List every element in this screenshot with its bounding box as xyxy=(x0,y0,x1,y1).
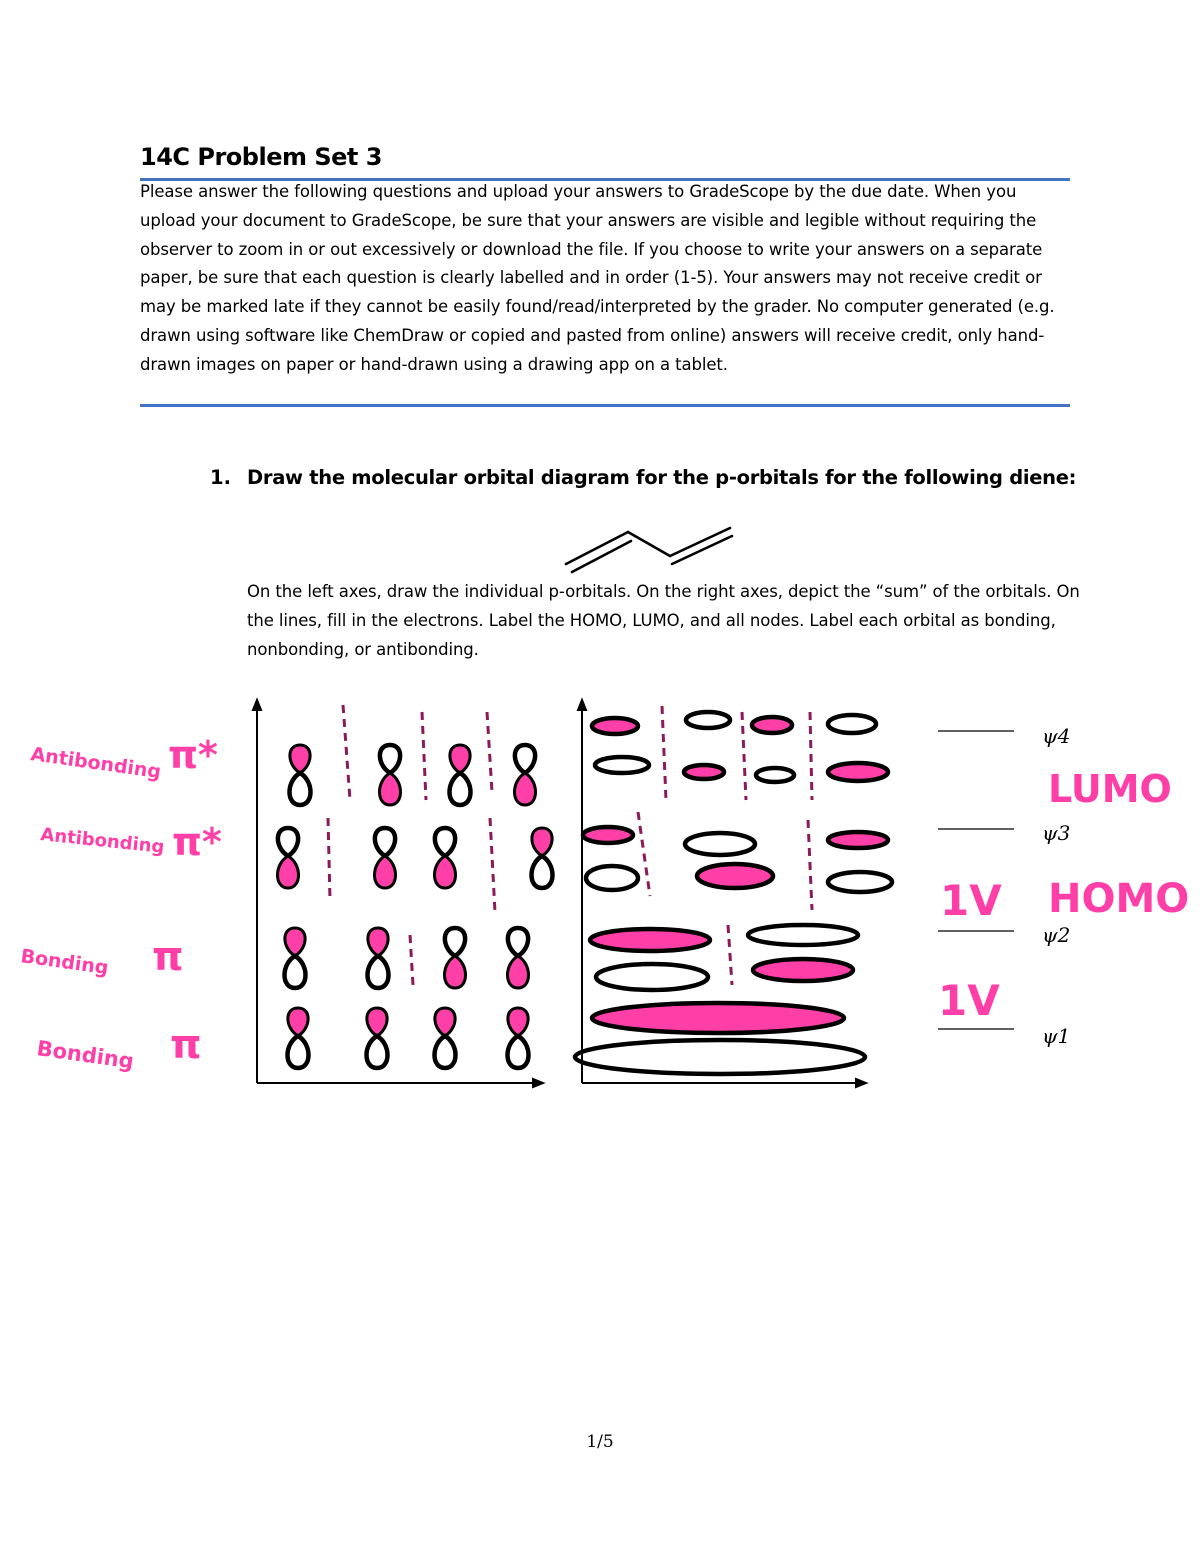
question-instructions: On the left axes, draw the individual p-orbitals. On the right axes, depict the “sum” of the orbitals. On the lines, fill in the electrons. Label the HOMO, LUMO, and all nodes. Label each orbital as bonding, nonbonding, or antibonding. xyxy=(247,582,1080,659)
summed-orbitals xyxy=(575,712,892,1074)
level-label: ψ2 xyxy=(1042,923,1071,947)
orbital-type-label: Antibonding xyxy=(29,743,163,784)
level-label: ψ3 xyxy=(1042,821,1071,845)
homo-label: HOMO xyxy=(1048,876,1190,922)
page-title: 14C Problem Set 3 xyxy=(140,143,382,171)
lumo-label: LUMO xyxy=(1048,767,1172,811)
pi-star-symbol: π* xyxy=(168,733,218,777)
orbital-type-label: Bonding xyxy=(19,945,110,980)
instructions-rule xyxy=(140,404,1070,407)
orbital-type-label: Bonding xyxy=(35,1036,136,1074)
pi-symbol: π xyxy=(152,934,184,980)
level-label: ψ4 xyxy=(1042,724,1071,748)
page-number: 1/5 xyxy=(586,1432,614,1452)
instructions-paragraph: Please answer the following questions and upload your answers to GradeScope by the due date. When you upload your document to GradeScope, be sure that your answers are visible and legible without requiring the observer to zoom in or out excessively or download the file. If you choose to write your answers on a separate paper, be sure that each question is clearly labelled and in order (1-5). Your answers may not receive credit or may be marked late if they cannot be easily found/read/interpreted by the grader. No computer generated (e.g. drawn using software like ChemDraw or copied and pasted from online) answers will receive credit, only hand-drawn images on paper or hand-drawn using a drawing app on a tablet. xyxy=(140,182,1055,374)
mo-diagram xyxy=(0,680,1200,1100)
question-number: 1. xyxy=(210,466,231,489)
individual-p-orbitals xyxy=(278,745,553,1068)
electron-pair: 1V xyxy=(940,876,1002,925)
pi-star-symbol: π* xyxy=(172,820,222,864)
question-title: Draw the molecular orbital diagram for the p-orbitals for the following diene: xyxy=(247,466,1077,489)
orbital-type-label: Antibonding xyxy=(39,824,166,858)
butadiene-structure xyxy=(560,520,740,580)
level-label: ψ1 xyxy=(1042,1024,1071,1048)
pi-symbol: π xyxy=(170,1022,202,1068)
node-lines xyxy=(328,705,812,985)
electron-pair: 1V xyxy=(938,976,1000,1025)
